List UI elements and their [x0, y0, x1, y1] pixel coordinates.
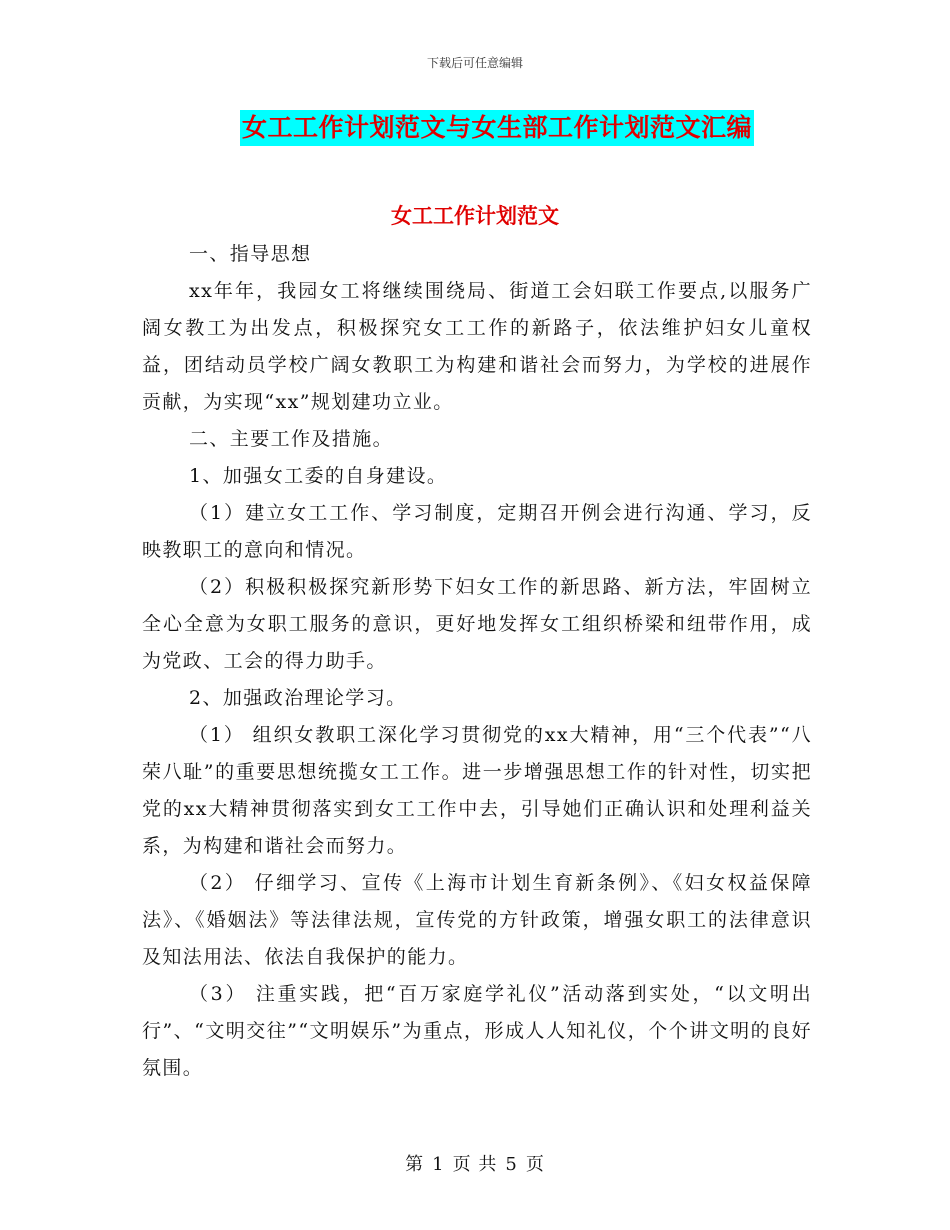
section-title: 女工工作计划范文	[391, 203, 559, 228]
paragraph: （2） 仔细学习、宣传《上海市计划生育新条例》、《妇女权益保障法》、《婚姻法》等法律法规，宣传党的方针政策，增强女职工的法律意识及知法用法、依法自我保护的能力。	[142, 872, 812, 968]
page-footer	[0, 1150, 950, 1176]
footer-suffix: 页	[525, 1154, 545, 1175]
document-title: 女工工作计划范文与女生部工作计划范文汇编	[240, 110, 754, 146]
footer-middle: 页 共	[452, 1154, 498, 1175]
paragraph: 2、加强政治理论学习。	[189, 687, 407, 709]
paragraph: （1）建立女工工作、学习制度，定期召开例会进行沟通、学习，反映教职工的意向和情况。	[142, 502, 812, 561]
paragraph: 一、指导思想	[189, 243, 312, 265]
page-header-note: 下载后可任意编辑	[426, 56, 523, 70]
footer-page-number: 1	[432, 1154, 445, 1175]
paragraph: 二、主要工作及措施。	[189, 428, 394, 450]
document-title-wrap	[0, 110, 950, 146]
paragraph: （1） 组织女教职工深化学习贯彻党的xx大精神，用“三个代表”“八荣八耻”的重要思想统揽女工工作。进一步增强思想工作的针对性，切实把党的xx大精神贯彻落实到女工工作中去，引导她们正确认识和处理利益关系，为构建和谐社会而努力。	[142, 724, 812, 857]
footer-prefix: 第	[405, 1154, 425, 1175]
paragraph: 1、加强女工委的自身建设。	[189, 465, 448, 487]
paragraph: （3） 注重实践，把“百万家庭学礼仪”活动落到实处，“以文明出行”、“文明交往”“文明娱乐”为重点，形成人人知礼仪，个个讲文明的良好氛围。	[142, 983, 812, 1079]
footer-total-pages: 5	[505, 1154, 518, 1175]
paragraph: xx年年，我园女工将继续围绕局、街道工会妇联工作要点,以服务广阔女教工为出发点，积极探究女工工作的新路子，依法维护妇女儿童权益，团结动员学校广阔女教职工为构建和谐社会而努力，为学校的进展作贡献，为实现“xx”规划建功立业。	[142, 280, 812, 413]
document-body	[142, 218, 812, 1087]
paragraph: （2）积极积极探究新形势下妇女工作的新思路、新方法，牢固树立全心全意为女职工服务的意识，更好地发挥女工组织桥梁和纽带作用，成为党政、工会的得力助手。	[142, 576, 812, 672]
